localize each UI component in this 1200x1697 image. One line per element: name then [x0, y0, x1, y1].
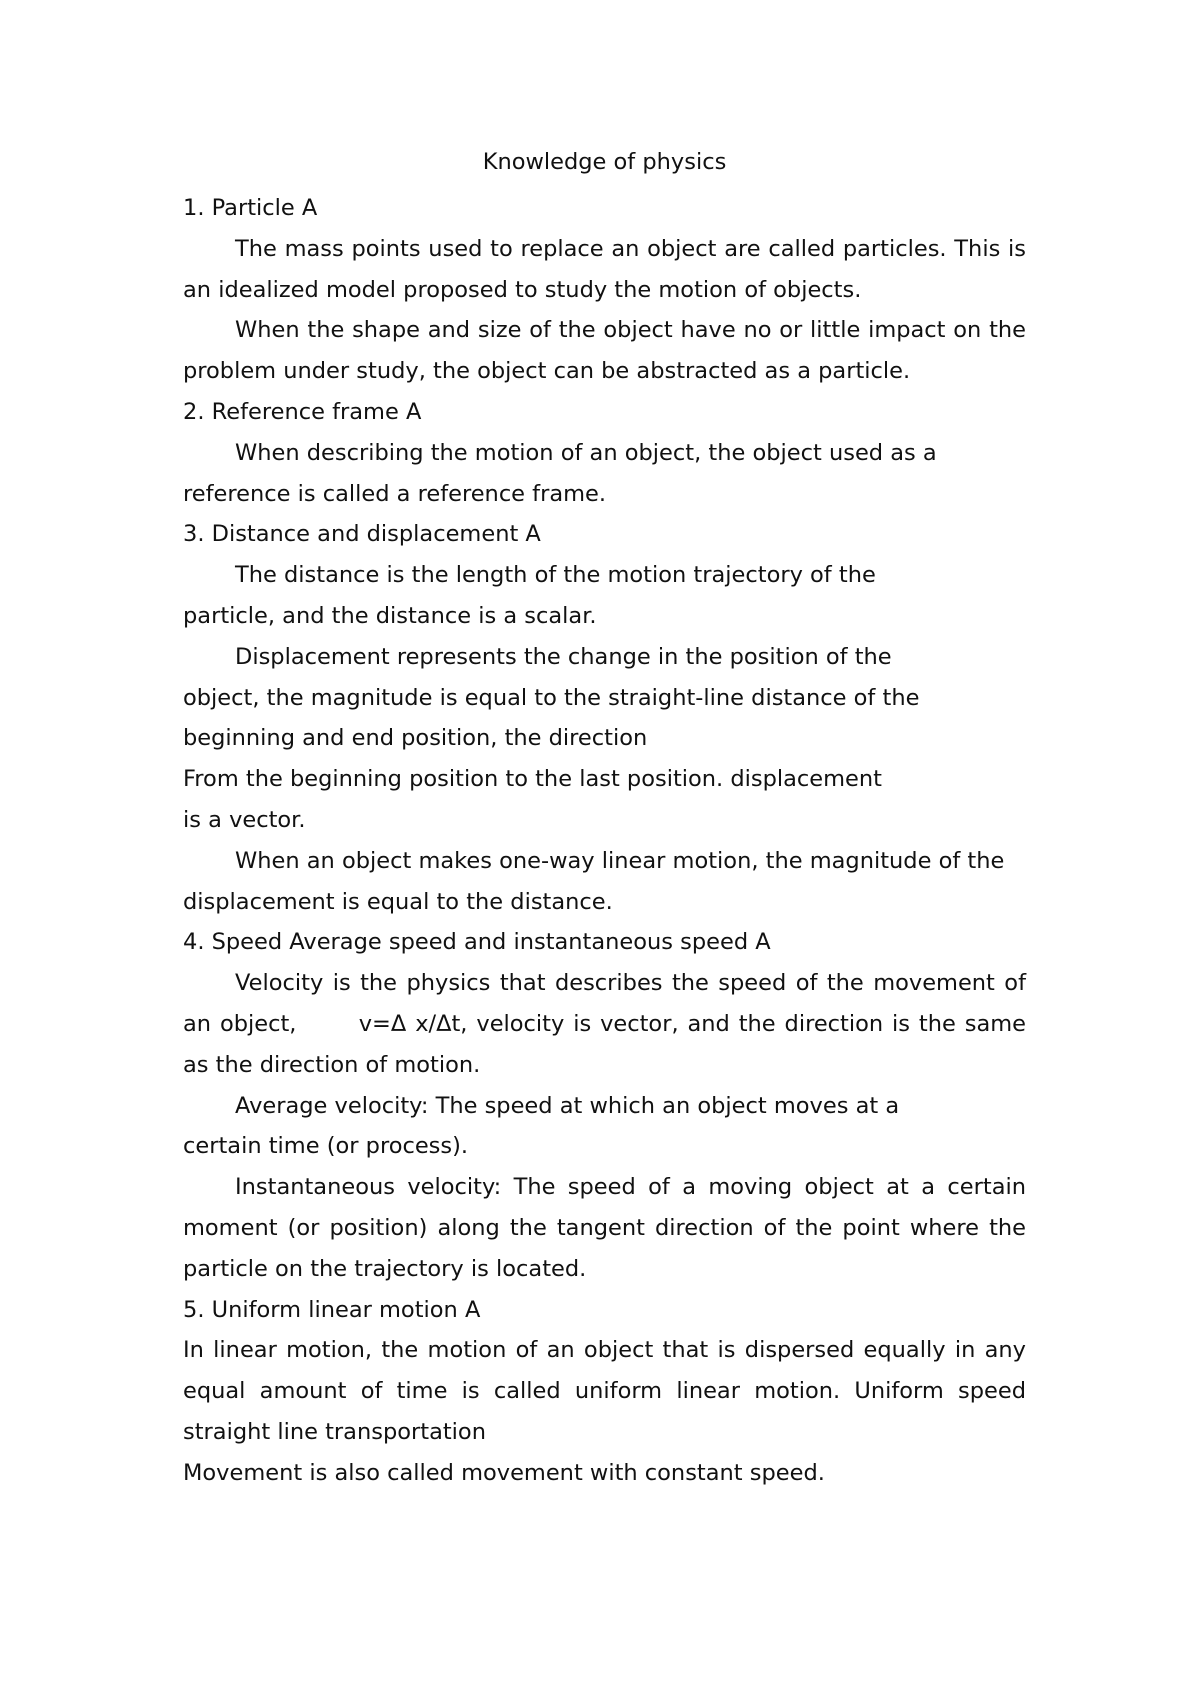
- paragraph-velocity: [183, 963, 1026, 1085]
- paragraph: When the shape and size of the object have no or little impact on the problem under study, the object can be abstracted as a particle.: [183, 317, 1026, 385]
- paragraph: When an object makes one-way linear motion, the magnitude of the displacement is equal to the distance.: [183, 847, 1005, 915]
- paragraph: Displacement represents the change in the position of the object, the magnitude is equal to the straight-line distance of the beginning and end position, the direction: [183, 643, 920, 752]
- velocity-text: Velocity is the physics that describes the speed of the movement of an object,: [183, 970, 1026, 1037]
- paragraph: Movement is also called movement with constant speed.: [183, 1459, 825, 1486]
- paragraph: In linear motion, the motion of an object that is dispersed equally in any equal amount of time is called uniform linear motion. Uniform speed straight line transportation: [183, 1337, 1026, 1445]
- section-heading-distance-displacement: 3. Distance and displacement A: [183, 521, 541, 548]
- section-heading-speed: 4. Speed Average speed and instantaneous speed A: [183, 929, 771, 956]
- paragraph: Average velocity: The speed at which an object moves at a certain time (or process).: [183, 1092, 900, 1160]
- section-heading-uniform-linear-motion: 5. Uniform linear motion A: [183, 1296, 481, 1323]
- document-title: Knowledge of physics: [482, 149, 727, 175]
- continuation-line: From the beginning position to the last position. displacement: [183, 766, 882, 793]
- velocity-formula: v=Δ x/Δt,: [358, 1010, 468, 1037]
- document-page: [183, 142, 1026, 1494]
- section-heading-particle: 1. Particle A: [183, 195, 318, 221]
- paragraph: Instantaneous velocity: The speed of a moving object at a certain moment (or position) along the tangent direction of the point where the particle on the trajectory is located.: [183, 1174, 1026, 1282]
- velocity-text-continued: velocity is vector, and the direction is the same as the direction of motion.: [183, 1010, 1027, 1078]
- continuation-line: is a vector.: [183, 806, 306, 833]
- section-heading-reference-frame: 2. Reference frame A: [183, 398, 422, 425]
- paragraph: The mass points used to replace an object are called particles. This is an idealized model proposed to study the motion of objects.: [183, 235, 1026, 303]
- paragraph: When describing the motion of an object, the object used as a reference is called a reference frame.: [183, 439, 937, 507]
- paragraph: The distance is the length of the motion trajectory of the particle, and the distance is a scalar.: [183, 562, 876, 629]
